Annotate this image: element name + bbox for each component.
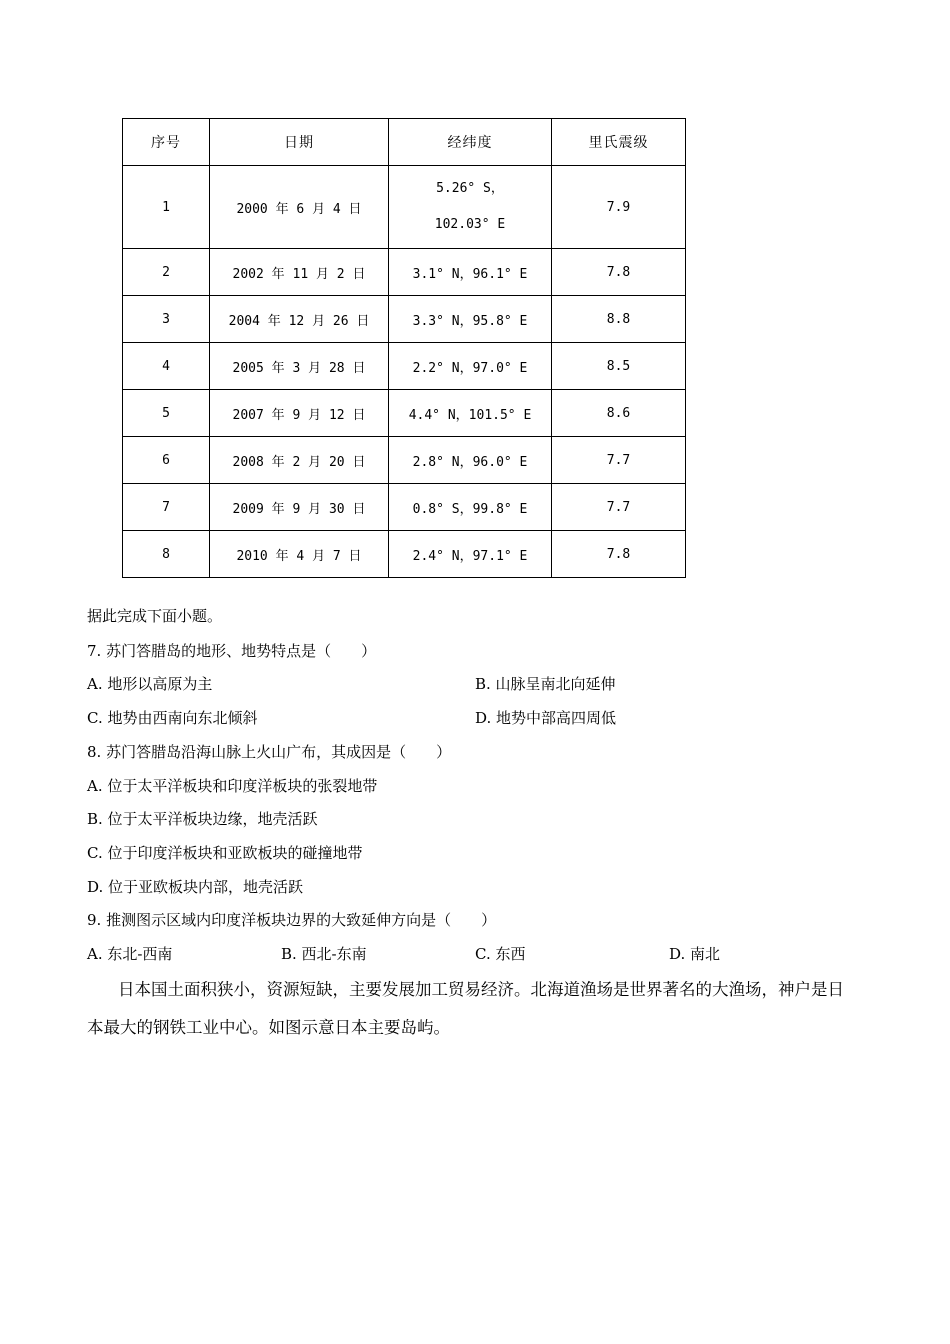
table-row <box>123 437 686 484</box>
cell-longitude: 102.03° E <box>434 217 506 232</box>
cell-coordinates <box>389 166 552 249</box>
question-8-option-d: D. 位于亚欧板块内部，地壳活跃 <box>87 878 304 896</box>
cell-magnitude: 7.8 <box>552 531 686 578</box>
cell-coordinates: 0.8° S，99.8° E <box>389 484 552 531</box>
table-row <box>123 390 686 437</box>
table-row <box>123 531 686 578</box>
cell-no: 2 <box>123 249 210 296</box>
question-9-option-a: A. 东北-西南 <box>87 945 173 963</box>
question-7-option-d: D. 地势中部高四周低 <box>475 709 617 727</box>
cell-date: 2005 年 3 月 28 日 <box>210 343 389 390</box>
cell-no: 5 <box>123 390 210 437</box>
cell-magnitude: 8.8 <box>552 296 686 343</box>
cell-date: 2000 年 6 月 4 日 <box>210 166 389 249</box>
cell-no: 7 <box>123 484 210 531</box>
table-row <box>123 249 686 296</box>
cell-no: 3 <box>123 296 210 343</box>
question-9-option-d: D. 南北 <box>669 945 721 963</box>
instruction-text: 据此完成下面小题。 <box>87 607 223 625</box>
passage-line-2: 本最大的钢铁工业中心。如图示意日本主要岛屿。 <box>87 1018 450 1037</box>
cell-coordinates: 2.2° N，97.0° E <box>389 343 552 390</box>
cell-coordinates: 2.8° N，96.0° E <box>389 437 552 484</box>
cell-magnitude: 7.7 <box>552 484 686 531</box>
cell-no: 6 <box>123 437 210 484</box>
table-row <box>123 484 686 531</box>
cell-date: 2004 年 12 月 26 日 <box>210 296 389 343</box>
earthquake-table <box>122 118 686 578</box>
question-7-stem: 7. 苏门答腊岛的地形、地势特点是（ ） <box>87 642 377 660</box>
table-row <box>123 343 686 390</box>
cell-coordinates: 4.4° N，101.5° E <box>389 390 552 437</box>
cell-date: 2002 年 11 月 2 日 <box>210 249 389 296</box>
cell-coordinates: 3.3° N，95.8° E <box>389 296 552 343</box>
cell-date: 2008 年 2 月 20 日 <box>210 437 389 484</box>
cell-magnitude: 7.9 <box>552 166 686 249</box>
header-magnitude: 里氏震级 <box>552 119 686 166</box>
cell-no: 4 <box>123 343 210 390</box>
question-9-option-c: C. 东西 <box>475 945 526 963</box>
question-9-stem: 9. 推测图示区域内印度洋板块边界的大致延伸方向是（ ） <box>87 911 497 929</box>
table-header-row <box>123 119 686 166</box>
cell-magnitude: 7.7 <box>552 437 686 484</box>
cell-date: 2009 年 9 月 30 日 <box>210 484 389 531</box>
header-no: 序号 <box>123 119 210 166</box>
question-9-option-b: B. 西北-东南 <box>281 945 367 963</box>
question-8-option-c: C. 位于印度洋板块和亚欧板块的碰撞地带 <box>87 844 363 862</box>
cell-date: 2010 年 4 月 7 日 <box>210 531 389 578</box>
header-coordinates: 经纬度 <box>389 119 552 166</box>
question-8-option-a: A. 位于太平洋板块和印度洋板块的张裂地带 <box>87 777 378 795</box>
cell-coordinates: 2.4° N，97.1° E <box>389 531 552 578</box>
question-7-option-c: C. 地势由西南向东北倾斜 <box>87 709 258 727</box>
question-7-option-b: B. 山脉呈南北向延伸 <box>475 675 616 693</box>
table-row <box>123 296 686 343</box>
header-date: 日期 <box>210 119 389 166</box>
question-8-stem: 8. 苏门答腊岛沿海山脉上火山广布，其成因是（ ） <box>87 743 452 761</box>
passage-line-1: 日本国土面积狭小，资源短缺，主要发展加工贸易经济。北海道渔场是世界著名的大渔场，神户是日 <box>118 980 844 999</box>
cell-magnitude: 8.5 <box>552 343 686 390</box>
question-8-option-b: B. 位于太平洋板块边缘，地壳活跃 <box>87 810 318 828</box>
cell-latitude: 5.26° S， <box>436 181 504 196</box>
cell-date: 2007 年 9 月 12 日 <box>210 390 389 437</box>
table-row <box>123 166 686 249</box>
cell-magnitude: 7.8 <box>552 249 686 296</box>
cell-no: 1 <box>123 166 210 249</box>
question-7-option-a: A. 地形以高原为主 <box>87 675 213 693</box>
cell-coordinates: 3.1° N，96.1° E <box>389 249 552 296</box>
cell-no: 8 <box>123 531 210 578</box>
cell-magnitude: 8.6 <box>552 390 686 437</box>
